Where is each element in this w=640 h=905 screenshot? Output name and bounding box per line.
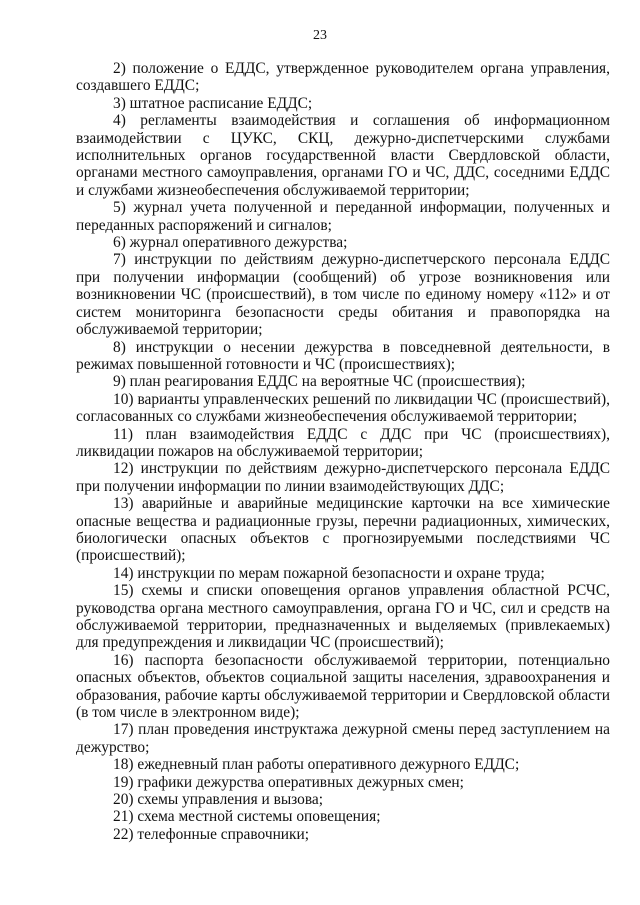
list-item: 7) инструкции по действиям дежурно-диспетчерского персонала ЕДДС при получении информации (сообщений) об угрозе возникновения или возникновении ЧС (происшествий), в том числе по единому номеру «112» и от систем мониторинга безопасности среды обитания и правопорядка на обслуживаемой территории;	[76, 251, 610, 339]
list-item: 15) схемы и списки оповещения органов управления областной РСЧС, руководства органа местного самоуправления, органа ГО и ЧС, сил и средств на обслуживаемой территории, предназначенных и выделяемых (привлекаемых) для предупреждения и ликвидации ЧС (происшествий);	[76, 582, 610, 652]
list-item: 8) инструкции о несении дежурства в повседневной деятельности, в режимах повышенной готовности и ЧС (происшествиях);	[76, 338, 610, 373]
list-item: 11) план взаимодействия ЕДДС с ДДС при ЧС (происшествиях), ликвидации пожаров на обслуживаемой территории;	[76, 425, 610, 460]
list-item: 6) журнал оперативного дежурства;	[113, 234, 348, 252]
list-item: 2) положение о ЕДДС, утвержденное руководителем органа управления, создавшего ЕДДС;	[76, 60, 610, 95]
list-item: 12) инструкции по действиям дежурно-диспетчерского персонала ЕДДС при получении информации по линии взаимодействующих ДДС;	[76, 460, 610, 495]
list-item: 9) план реагирования ЕДДС на вероятные ЧС (происшествия);	[113, 373, 526, 391]
list-item: 20) схемы управления и вызова;	[113, 791, 324, 809]
list-item: 18) ежедневный план работы оперативного дежурного ЕДДС;	[113, 756, 520, 774]
document-body	[76, 60, 610, 843]
list-item: 17) план проведения инструктажа дежурной смены перед заступлением на дежурство;	[76, 721, 610, 756]
page-number: 23	[313, 28, 327, 43]
list-item: 4) регламенты взаимодействия и соглашения об информационном взаимодействии с ЦУКС, СКЦ, дежурно-диспетчерскими службами исполнительных органов государственной власти Свердловской области, органами местного самоуправления, органами ГО и ЧС, ДДС, соседними ЕДДС и службами жизнеобеспечения обслуживаемой территории;	[76, 112, 610, 199]
list-item: 3) штатное расписание ЕДДС;	[113, 94, 313, 112]
list-item: 13) аварийные и аварийные медицинские карточки на все химические опасные вещества и радиационные грузы, перечни радиационных, химических, биологически опасных объектов с прогнозируемыми последствиями ЧС (происшествий);	[76, 495, 610, 565]
list-item: 14) инструкции по мерам пожарной безопасности и охране труда;	[113, 564, 545, 582]
list-item: 10) варианты управленческих решений по ликвидации ЧС (происшествий), согласованных со службами жизнеобеспечения обслуживаемой территории;	[76, 390, 610, 426]
list-item: 19) графики дежурства оперативных дежурных смен;	[113, 773, 464, 791]
list-item: 16) паспорта безопасности обслуживаемой территории, потенциально опасных объектов, объектов социальной защиты населения, здравоохранения и образования, рабочие карты обслуживаемой территории и Свердловской области (в том числе в электронном виде);	[76, 651, 610, 722]
list-item: 22) телефонные справочники;	[113, 825, 310, 843]
list-item: 5) журнал учета полученной и переданной информации, полученных и переданных распоряжений и сигналов;	[76, 199, 610, 234]
list-item: 21) схема местной системы оповещения;	[113, 808, 381, 826]
